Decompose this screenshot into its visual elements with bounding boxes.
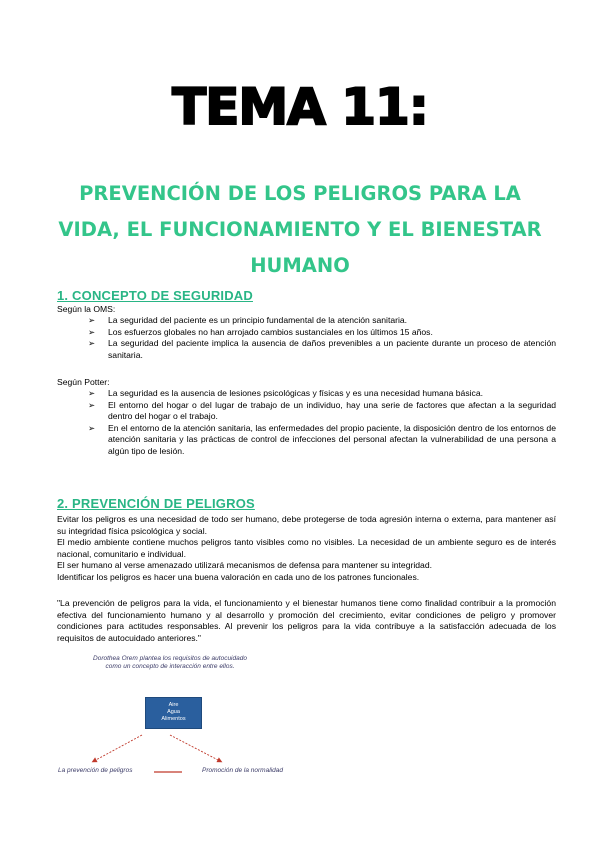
diagram-label-normalidad: Promoción de la normalidad [202, 767, 283, 774]
subtitle-line: HUMANO [250, 254, 350, 277]
arrow-bullet-icon: ➢ [88, 399, 96, 410]
list-item [88, 327, 556, 339]
list-item [88, 400, 556, 423]
oms-list [88, 315, 556, 361]
arrow-right-line [170, 735, 220, 761]
list-item-text: Los esfuerzos globales no han arrojado cambios sustanciales en los últimos 15 años. [108, 326, 433, 337]
diagram-label-prevencion: La prevención de peligros [58, 767, 133, 774]
paragraph: Identificar los peligros es hacer una buena valoración en cada uno de los patrones funcionales. [57, 571, 420, 582]
diagram-box-line: Alimentos [161, 716, 186, 722]
arrow-bullet-icon: ➢ [88, 388, 96, 398]
list-item-text: La seguridad del paciente es un principio fundamental de la atención sanitaria. [108, 315, 408, 325]
list-item [88, 388, 556, 400]
arrow-bullet-icon: ➢ [88, 326, 96, 337]
page-title: TEMA 11: [172, 78, 428, 136]
subtitle-line: PREVENCIÓN DE LOS PELIGROS PARA LA [79, 182, 521, 205]
potter-list [88, 388, 556, 457]
list-item-text: La seguridad es la ausencia de lesiones psicológicas y físicas y es una necesidad humana básica. [108, 388, 484, 398]
list-item [88, 423, 556, 458]
arrow-bullet-icon: ➢ [88, 422, 96, 433]
arrow-left-line [94, 735, 142, 761]
subtitle-line: VIDA, EL FUNCIONAMIENTO Y EL BIENESTAR [58, 218, 542, 241]
section-heading-prevencion: 2. PREVENCIÓN DE PELIGROS [57, 496, 255, 511]
list-item-text: En el entorno de la atención sanitaria, las enfermedades del propio paciente, la disposición dentro de los entornos de atención sanitaria y las prácticas de control de infecciones del personal afectan la vulnerabilidad de una persona a algún tipo de lesión. [108, 422, 556, 456]
section2-body [57, 514, 556, 583]
diagram-box-line: Agua [167, 709, 180, 715]
arrow-bullet-icon: ➢ [88, 315, 96, 325]
list-item [88, 338, 556, 361]
potter-label: Según Potter: [57, 377, 110, 387]
list-item-text: El entorno del hogar o del lugar de trabajo de un individuo, hay una serie de factores que afectan a la seguridad dentro del hogar o el trabajo. [108, 399, 556, 421]
orem-quote: "La prevención de peligros para la vida, el funcionamiento y el bienestar humanos tiene como finalidad contribuir a la promoción efectiva del funcionamiento humano y al desarrollo y promoción del crecimiento, evitar condiciones de peligro y promover condiciones para actitudes responsables. Al prevenir los peligros para la vida contribuye a la satisfacción adecuada de los requisitos de autocuidado anteriores." [57, 598, 556, 643]
paragraph: Evitar los peligros es una necesidad de todo ser humano, debe protegerse de toda agresión interna o externa, para mantener así su integridad física psicológica y social. [57, 514, 556, 536]
diagram-caption: Dorothea Orem plantea los requisitos de autocuidado como un concepto de interacción entre ellos. [93, 655, 247, 670]
oms-label: Según la OMS: [57, 304, 116, 314]
list-item [88, 315, 556, 327]
list-item-text: La seguridad del paciente implica la ausencia de daños prevenibles a un paciente durante un proceso de atención sanitaria. [108, 338, 556, 360]
paragraph: El medio ambiente contiene muchos peligros tanto visibles como no visibles. La necesidad de un ambiente seguro es de interés nacional, comunitario e individual. [57, 537, 556, 559]
paragraph: El ser humano al verse amenazado utilizará mecanismos de defensa para mantener su integridad. [57, 560, 432, 570]
diagram-box-line: Aire [168, 702, 179, 708]
page-subtitle [40, 176, 560, 284]
section-heading-concepto: 1. CONCEPTO DE SEGURIDAD [57, 288, 253, 303]
arrow-bullet-icon: ➢ [88, 338, 96, 348]
